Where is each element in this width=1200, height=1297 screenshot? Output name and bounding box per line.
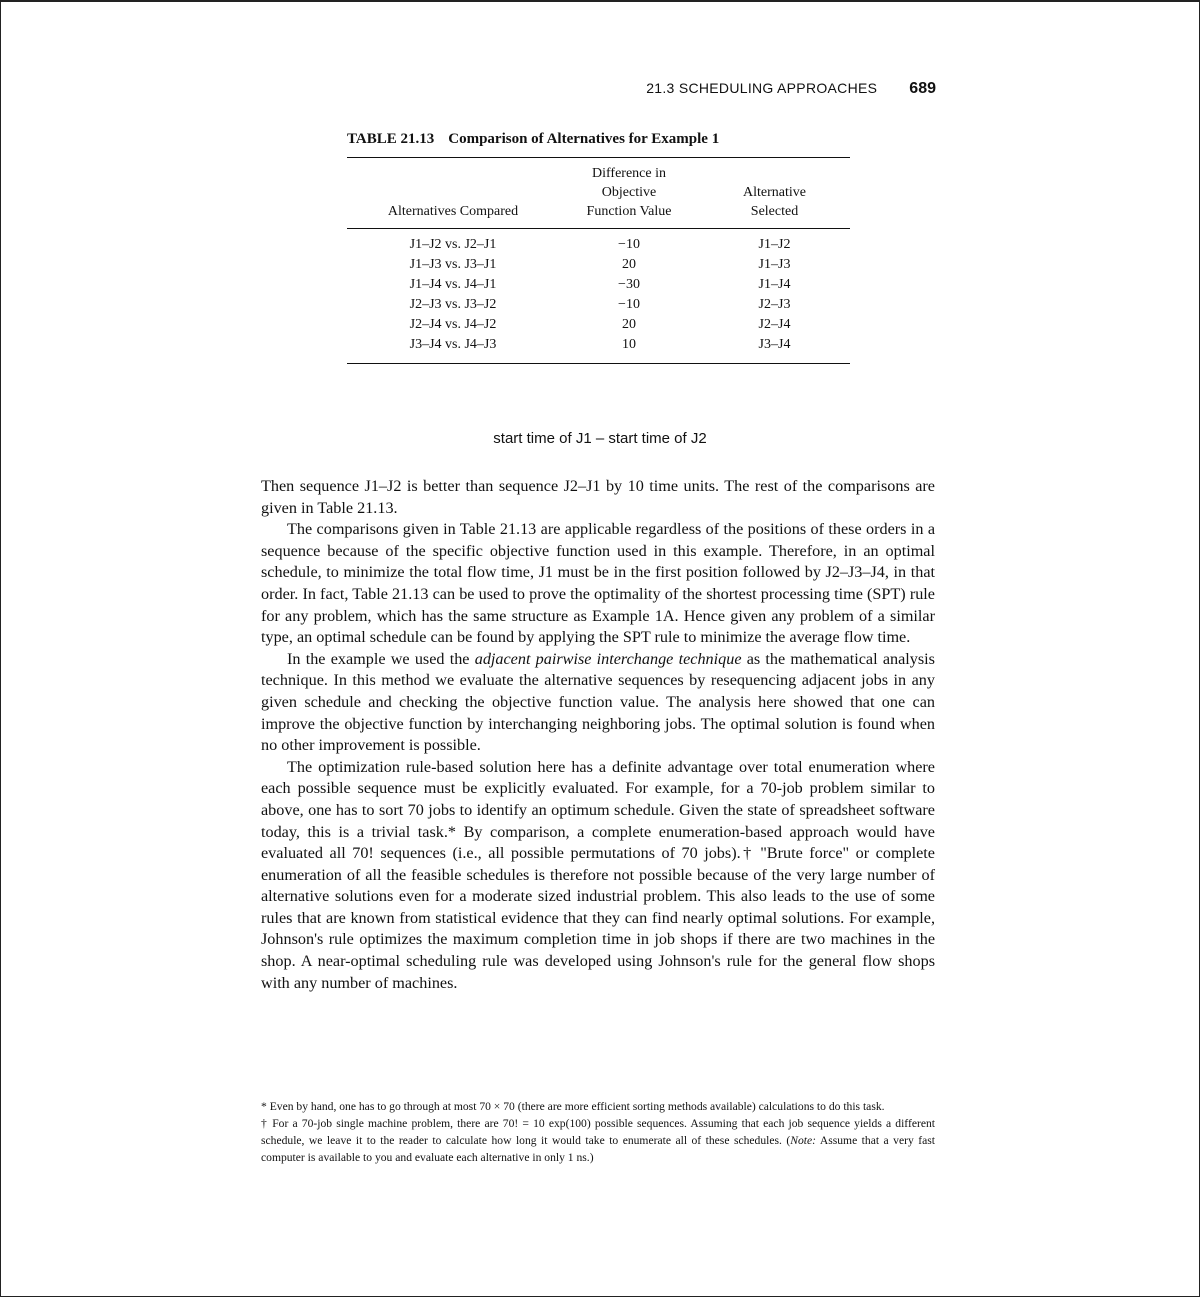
footnotes: [261, 1098, 935, 1166]
paragraph-1: Then sequence J1–J2 is better than sequence J2–J1 by 10 time units. The rest of the comparisons are given in Table 21.13.: [261, 477, 935, 517]
cell-selected: J2–J4: [758, 317, 791, 332]
page-number: 689: [909, 80, 936, 97]
footnote-2-rest: Assume that a very fast computer is available to you and evaluate each alternative in only 1 ns.): [261, 1134, 935, 1164]
paragraph-4: The optimization rule-based solution here has a definite advantage over total enumeration where each possible sequence must be explicitly evaluated. For example, for a 70-job problem similar to above, one has to sort 70 jobs to identify an optimum schedule. Given the state of spreadsheet software today, this is a trivial task.* By comparison, a complete enumeration-based approach would have evaluated all 70! sequences (i.e., all possible permutations of 70 jobs).† "Brute force" or complete enumeration of all the feasible schedules is therefore not possible because of the very large number of alternative solutions even for a moderate sized industrial problem. This also leads to the use of some rules that are known from statistical evidence that they can find nearly optimal solutions. For example, Johnson's rule optimizes the maximum completion time in job shops if there are two machines in the shop. A near-optimal scheduling rule was developed using Johnson's rule for the general flow shops with any number of machines.: [261, 757, 935, 992]
body-text: [261, 476, 935, 994]
header-alternatives-compared: Alternatives Compared: [387, 204, 519, 219]
running-head-section: 21.3 SCHEDULING APPROACHES: [646, 80, 878, 96]
paragraph-2: The comparisons given in Table 21.13 are applicable regardless of the positions of these orders in a sequence because of the specific objective function used in this example. Therefore, in an optimal schedule, to minimize the total flow time, J1 must be in the first position followed by J2–J3–J4, in that order. In fact, Table 21.13 can be used to prove the optimality of the shortest processing time (SPT) rule for any problem, which has the same structure as Example 1A. Hence given any problem of a similar type, an optimal schedule can be found by applying the SPT rule to minimize the average flow time.: [261, 520, 935, 647]
cell-compared: J3–J4 vs. J4–J3: [409, 337, 497, 352]
table-title: Comparison of Alternatives for Example 1: [448, 131, 720, 147]
cell-difference: −10: [618, 297, 640, 312]
paragraph-3-emphasis: adjacent pairwise interchange technique: [474, 649, 742, 668]
cell-difference: 10: [622, 337, 636, 352]
header-alternative-selected: Alternative Selected: [743, 185, 806, 219]
cell-compared: J1–J3 vs. J3–J1: [409, 257, 497, 272]
cell-selected: J3–J4: [758, 337, 791, 352]
footnote-2-lead: † For a 70-job single machine problem, there are 70! = 10 exp(100) possible sequences. Assuming that each job sequence yields a different schedule, we leave it to the reader to calculate how long it would take to enumerate all of these schedules. (: [261, 1117, 935, 1147]
table-caption: [347, 131, 719, 148]
paragraph-3-rest: as the mathematical analysis technique. In this method we evaluate the alternative sequences by resequencing adjacent jobs in any given schedule and checking the objective function value. The analysis here showed that one can improve the objective function by interchanging neighboring jobs. The optimal solution is found when no other improvement is possible.: [261, 649, 935, 755]
running-head: [560, 80, 936, 98]
table-header-row: [347, 158, 850, 229]
table-row: [347, 275, 850, 295]
table-row: [347, 255, 850, 275]
footnote-2: [261, 1115, 935, 1166]
cell-difference: −30: [618, 277, 640, 292]
comparison-table: [347, 157, 850, 364]
cell-selected: J1–J3: [758, 257, 791, 272]
table-row: [347, 229, 850, 256]
table-row: [347, 315, 850, 335]
formula-line: start time of J1 – start time of J2: [493, 430, 707, 447]
table-row: [347, 335, 850, 364]
cell-compared: J2–J3 vs. J3–J2: [409, 297, 497, 312]
table-row: [347, 295, 850, 315]
cell-difference: 20: [622, 317, 636, 332]
cell-compared: J1–J2 vs. J2–J1: [409, 237, 497, 252]
paragraph-3-lead: In the example we used the: [287, 649, 475, 668]
paragraph-3: [261, 649, 935, 757]
cell-difference: 20: [622, 257, 636, 272]
cell-selected: J1–J4: [758, 277, 791, 292]
cell-compared: J2–J4 vs. J4–J2: [409, 317, 497, 332]
header-difference-in-objective: Difference in Objective Function Value: [586, 166, 672, 219]
cell-compared: J1–J4 vs. J4–J1: [409, 277, 497, 292]
cell-selected: J2–J3: [758, 297, 791, 312]
footnote-1: * Even by hand, one has to go through at most 70 × 70 (there are more efficient sorting methods available) calculations to do this task.: [261, 1100, 885, 1113]
footnote-2-emphasis: Note:: [790, 1134, 817, 1147]
cell-selected: J1–J2: [758, 237, 791, 252]
cell-difference: −10: [618, 237, 640, 252]
table-label: TABLE 21.13: [347, 131, 435, 147]
